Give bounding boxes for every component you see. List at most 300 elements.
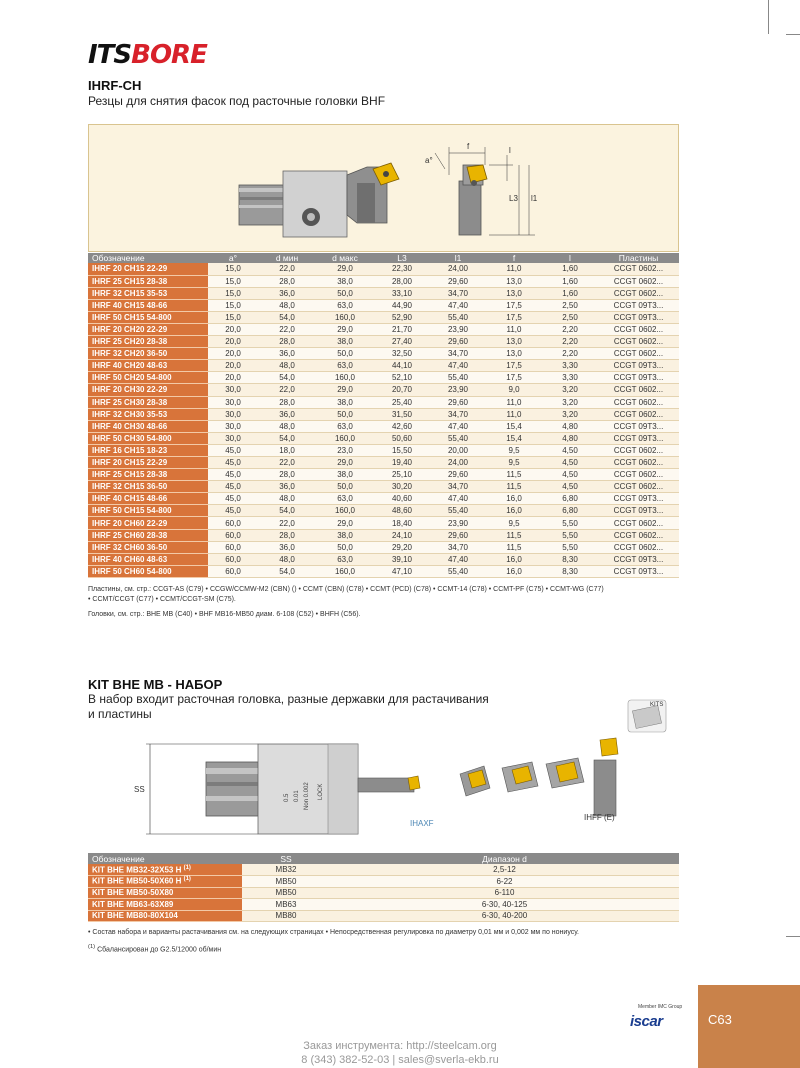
lock-label: LOCK: [318, 783, 324, 800]
table-cell: 1,60: [542, 287, 598, 299]
table-cell: 39,10: [374, 553, 430, 565]
table-row: [88, 899, 679, 911]
iscar-wordmark: iscar: [630, 1013, 663, 1030]
table-cell: 29,0: [316, 517, 374, 529]
dim-f-label: f: [467, 142, 470, 151]
kit-col-designation: Обозначение: [88, 853, 242, 864]
table-cell: 47,40: [430, 420, 486, 432]
table-cell: 29,0: [316, 263, 374, 275]
table-cell: 24,00: [430, 263, 486, 275]
table-cell: 160,0: [316, 505, 374, 517]
table-row: [88, 910, 679, 922]
kit-designation-text: KIT BHE MB50-50X60 H: [92, 877, 182, 887]
col-l: l: [542, 253, 598, 263]
section1-title: IHRF-CH: [88, 78, 142, 93]
table-cell: 54,0: [258, 311, 316, 323]
dim-l-label: l: [509, 146, 511, 155]
table-cell: 38,0: [316, 336, 374, 348]
table-cell: 15,0: [208, 287, 258, 299]
crop-mark-right: [786, 34, 800, 35]
table-cell: 5,50: [542, 541, 598, 553]
table-cell: CCGT 0602...: [598, 396, 679, 408]
table-cell: 13,0: [486, 336, 542, 348]
table-cell: 55,40: [430, 505, 486, 517]
table-cell: CCGT 0602...: [598, 336, 679, 348]
table-cell: 29,60: [430, 469, 486, 481]
table-row: [88, 323, 679, 335]
table-cell: 22,0: [258, 457, 316, 469]
table-row: [88, 348, 679, 360]
crop-mark-right-mid: [786, 936, 800, 937]
note-heads: Головки, см. стр.: BHE MB (C40) • BHF MB16-MB50 диам. 6-108 (C52) • BHFH (C56).: [88, 611, 361, 618]
col-inserts: Пластины: [598, 253, 679, 263]
table-cell: 4,50: [542, 481, 598, 493]
kit-range: 6-110: [330, 887, 679, 899]
table-cell: 11,5: [486, 529, 542, 541]
table-row: [88, 887, 679, 899]
table-cell: 24,10: [374, 529, 430, 541]
table-cell: 55,40: [430, 372, 486, 384]
brand-its: ITS: [88, 40, 132, 70]
table-row: [88, 299, 679, 311]
kit-designation: [88, 876, 242, 888]
table-cell: 30,0: [208, 396, 258, 408]
kit-designation-text: KIT BHE MB80-80X104: [92, 911, 178, 921]
kit-range: 6-30, 40-125: [330, 899, 679, 911]
table-row: [88, 493, 679, 505]
table-cell: 15,4: [486, 432, 542, 444]
table-cell: CCGT 09T3...: [598, 565, 679, 577]
table-cell: 28,0: [258, 469, 316, 481]
table-cell: 63,0: [316, 553, 374, 565]
table-row: [88, 287, 679, 299]
kit-range: 2,5-12: [330, 864, 679, 876]
table-cell: 17,5: [486, 311, 542, 323]
table-cell: 28,0: [258, 275, 316, 287]
kit-footnote-mark: (1): [183, 864, 191, 871]
table-cell: 38,0: [316, 469, 374, 481]
table-cell: 20,0: [208, 360, 258, 372]
table-cell: 36,0: [258, 348, 316, 360]
table-cell: 50,0: [316, 541, 374, 553]
table-cell: 38,0: [316, 275, 374, 287]
table-cell: CCGT 09T3...: [598, 360, 679, 372]
table-cell: 24,00: [430, 457, 486, 469]
table-cell: 25,10: [374, 469, 430, 481]
row-designation: IHRF 40 CH60 48-63: [88, 553, 208, 565]
table-cell: 29,60: [430, 275, 486, 287]
row-designation: IHRF 32 CH15 35-53: [88, 287, 208, 299]
table-cell: CCGT 0602...: [598, 457, 679, 469]
table-row: [88, 336, 679, 348]
table-cell: 8,30: [542, 565, 598, 577]
table-cell: 30,0: [208, 384, 258, 396]
table-cell: 54,0: [258, 505, 316, 517]
table-row: [88, 553, 679, 565]
note-inserts-1: Пластины, см. стр.: CCGT-AS (C79) • CCGW/CCMW-M2 (CBN) () • CCMT (CBN) (C78) • CCMT (PCD) (C78) • CCMT-14 (C78) • CCMT-PF (C75) • CCMT-WG (C77): [88, 586, 604, 593]
table-cell: 3,30: [542, 372, 598, 384]
table-cell: 4,80: [542, 420, 598, 432]
table-cell: 55,40: [430, 432, 486, 444]
table-cell: 16,0: [486, 565, 542, 577]
table-cell: 50,60: [374, 432, 430, 444]
table-cell: 4,50: [542, 457, 598, 469]
row-designation: IHRF 50 CH60 54-800: [88, 565, 208, 577]
kit-ss: MB63: [242, 899, 330, 911]
table-cell: 36,0: [258, 287, 316, 299]
table-cell: 34,70: [430, 481, 486, 493]
table-cell: 48,0: [258, 360, 316, 372]
table-cell: 18,0: [258, 444, 316, 456]
row-designation: IHRF 50 CH30 54-800: [88, 432, 208, 444]
table-cell: 48,0: [258, 420, 316, 432]
table-cell: 36,0: [258, 408, 316, 420]
table-cell: 63,0: [316, 360, 374, 372]
section1-subtitle: Резцы для снятия фасок под расточные головки BHF: [88, 94, 386, 108]
table-row: [88, 275, 679, 287]
footer: [0, 1039, 800, 1067]
table-cell: 20,0: [208, 336, 258, 348]
row-designation: IHRF 50 CH15 54-800: [88, 311, 208, 323]
col-L3: L3: [374, 253, 430, 263]
table-cell: 27,40: [374, 336, 430, 348]
table-cell: 47,40: [430, 360, 486, 372]
table-cell: 22,0: [258, 384, 316, 396]
table-cell: 23,90: [430, 384, 486, 396]
table-cell: 160,0: [316, 311, 374, 323]
table-cell: 45,0: [208, 505, 258, 517]
kit-designation-text: KIT BHE MB50-50X80: [92, 888, 174, 898]
table-cell: 160,0: [316, 565, 374, 577]
table-cell: CCGT 09T3...: [598, 493, 679, 505]
spec-table-body: [88, 263, 679, 577]
table-cell: 15,0: [208, 299, 258, 311]
scale-label-3: Non 0.002: [304, 782, 310, 810]
table-cell: CCGT 0602...: [598, 481, 679, 493]
table-cell: 2,50: [542, 299, 598, 311]
table-cell: 44,10: [374, 360, 430, 372]
table-cell: 6,80: [542, 505, 598, 517]
table-cell: 45,0: [208, 469, 258, 481]
table-cell: 17,5: [486, 360, 542, 372]
kit-range: 6-22: [330, 876, 679, 888]
table-cell: 54,0: [258, 372, 316, 384]
table-cell: 36,0: [258, 541, 316, 553]
table-row: [88, 432, 679, 444]
ss-dim-label: SS: [134, 785, 145, 794]
table-cell: 60,0: [208, 529, 258, 541]
table-row: [88, 263, 679, 275]
chamfer-tool-illustration: [89, 125, 680, 253]
kit-note-2-text: Сбалансирован до G2.5/12000 об/мин: [95, 946, 222, 954]
table-cell: CCGT 0602...: [598, 517, 679, 529]
table-cell: 30,20: [374, 481, 430, 493]
kit-designation: [88, 899, 242, 911]
table-cell: 11,0: [486, 396, 542, 408]
table-cell: 6,80: [542, 493, 598, 505]
table-cell: 15,0: [208, 263, 258, 275]
ihrf-spec-table: [88, 253, 679, 578]
row-designation: IHRF 40 CH15 48-66: [88, 493, 208, 505]
row-designation: IHRF 20 CH20 22-29: [88, 323, 208, 335]
table-cell: 29,0: [316, 323, 374, 335]
table-cell: 15,0: [208, 311, 258, 323]
kit-designation: [88, 864, 242, 876]
table-row: [88, 311, 679, 323]
table-cell: 22,0: [258, 323, 316, 335]
table-cell: 23,90: [430, 517, 486, 529]
table-cell: 34,70: [430, 541, 486, 553]
table-cell: 54,0: [258, 565, 316, 577]
table-cell: 20,70: [374, 384, 430, 396]
footer-order-line: Заказ инструмента: http://steelcam.org: [303, 1040, 497, 1052]
section2-title: KIT BHE MB - НАБОР: [88, 677, 223, 692]
table-cell: 1,60: [542, 275, 598, 287]
kit-col-ss: SS: [242, 853, 330, 864]
table-cell: 3,20: [542, 408, 598, 420]
table-cell: 8,30: [542, 553, 598, 565]
table-cell: 20,00: [430, 444, 486, 456]
spec-table-header: [88, 253, 679, 263]
row-designation: IHRF 20 CH30 22-29: [88, 384, 208, 396]
table-row: [88, 408, 679, 420]
table-cell: 48,0: [258, 299, 316, 311]
table-cell: CCGT 0602...: [598, 444, 679, 456]
table-cell: 13,0: [486, 348, 542, 360]
col-angle: a°: [208, 253, 258, 263]
table-cell: 55,40: [430, 565, 486, 577]
table-cell: 28,0: [258, 336, 316, 348]
table-cell: 48,0: [258, 493, 316, 505]
table-cell: 15,0: [208, 275, 258, 287]
table-cell: 28,0: [258, 529, 316, 541]
table-cell: 40,60: [374, 493, 430, 505]
row-designation: IHRF 50 CH20 54-800: [88, 372, 208, 384]
table-cell: 29,60: [430, 396, 486, 408]
table-cell: CCGT 09T3...: [598, 432, 679, 444]
table-cell: 45,0: [208, 481, 258, 493]
table-cell: 50,0: [316, 408, 374, 420]
kit-note-2: [88, 942, 688, 955]
table-row: [88, 481, 679, 493]
table-cell: CCGT 0602...: [598, 541, 679, 553]
table-cell: 38,0: [316, 529, 374, 541]
kit-table-body: [88, 864, 679, 922]
table-cell: 28,0: [258, 396, 316, 408]
col-designation: Обозначение: [88, 253, 208, 263]
table-cell: 16,0: [486, 553, 542, 565]
kit-ss: MB80: [242, 910, 330, 922]
table-cell: 47,40: [430, 493, 486, 505]
table-cell: 11,5: [486, 481, 542, 493]
table-cell: CCGT 0602...: [598, 408, 679, 420]
table-cell: CCGT 0602...: [598, 275, 679, 287]
table-cell: 2,50: [542, 311, 598, 323]
kit-table-header: [88, 853, 679, 864]
row-designation: IHRF 40 CH30 48-66: [88, 420, 208, 432]
col-dmin: d мин: [258, 253, 316, 263]
table-cell: 11,0: [486, 263, 542, 275]
table-cell: 20,0: [208, 348, 258, 360]
crop-mark-top: [768, 0, 769, 34]
kit-designation: [88, 887, 242, 899]
table-cell: 60,0: [208, 541, 258, 553]
table-row: [88, 457, 679, 469]
table-cell: 47,40: [430, 553, 486, 565]
row-designation: IHRF 40 CH20 48-63: [88, 360, 208, 372]
table-cell: 44,90: [374, 299, 430, 311]
table-cell: 17,5: [486, 372, 542, 384]
table-cell: CCGT 09T3...: [598, 311, 679, 323]
iscar-group-text: Member IMC Group: [638, 1004, 683, 1010]
kit-footnote-mark: (1): [183, 876, 191, 883]
table-cell: 29,60: [430, 336, 486, 348]
table-row: [88, 541, 679, 553]
table-cell: 4,80: [542, 432, 598, 444]
table-row: [88, 517, 679, 529]
table-cell: 2,20: [542, 348, 598, 360]
table-cell: 15,4: [486, 420, 542, 432]
table-row: [88, 420, 679, 432]
table-cell: 60,0: [208, 517, 258, 529]
footer-contact-line: 8 (343) 382-52-03 | sales@sverla-ekb.ru: [301, 1054, 499, 1066]
col-f: f: [486, 253, 542, 263]
kit-table: [88, 853, 679, 922]
table-cell: 47,10: [374, 565, 430, 577]
table-cell: 2,20: [542, 323, 598, 335]
table-cell: 32,50: [374, 348, 430, 360]
row-designation: IHRF 25 CH60 28-38: [88, 529, 208, 541]
table-cell: 4,50: [542, 444, 598, 456]
table-row: [88, 396, 679, 408]
table-cell: 13,0: [486, 287, 542, 299]
table-cell: 63,0: [316, 493, 374, 505]
row-designation: IHRF 32 CH15 36-50: [88, 481, 208, 493]
table-cell: CCGT 0602...: [598, 348, 679, 360]
table-cell: 13,0: [486, 275, 542, 287]
table-cell: 22,0: [258, 517, 316, 529]
table-row: [88, 384, 679, 396]
kit-designation: [88, 910, 242, 922]
scale-label-2: 0.01: [294, 790, 300, 802]
table-cell: CCGT 09T3...: [598, 299, 679, 311]
table-row: [88, 529, 679, 541]
note-inserts-2: • CCMT/CCGT (C77) • CCMT/CCGT-SM (C75).: [88, 596, 236, 603]
table-cell: 50,0: [316, 287, 374, 299]
table-cell: 38,0: [316, 396, 374, 408]
table-cell: 45,0: [208, 457, 258, 469]
row-designation: IHRF 50 CH15 54-800: [88, 505, 208, 517]
table-cell: 45,0: [208, 493, 258, 505]
table-cell: CCGT 09T3...: [598, 372, 679, 384]
kit-ss: MB32: [242, 864, 330, 876]
table-cell: 22,0: [258, 263, 316, 275]
table-row: [88, 444, 679, 456]
kit-range: 6-30, 40-200: [330, 910, 679, 922]
col-dmax: d макс: [316, 253, 374, 263]
table-cell: 17,5: [486, 299, 542, 311]
table-cell: 60,0: [208, 565, 258, 577]
table-cell: 33,10: [374, 287, 430, 299]
table-cell: 34,70: [430, 348, 486, 360]
row-designation: IHRF 20 CH60 22-29: [88, 517, 208, 529]
table-cell: 52,90: [374, 311, 430, 323]
kits-label: KITS: [650, 702, 664, 708]
table-cell: CCGT 0602...: [598, 287, 679, 299]
tool-drawing: [88, 124, 679, 252]
table-cell: 9,5: [486, 457, 542, 469]
section2-subtitle-2: и пластины: [88, 707, 152, 721]
table-cell: 3,20: [542, 384, 598, 396]
row-designation: IHRF 40 CH15 48-66: [88, 299, 208, 311]
table-row: [88, 876, 679, 888]
table-cell: 3,30: [542, 360, 598, 372]
row-designation: IHRF 25 CH15 28-38: [88, 469, 208, 481]
kit-note-2-mark: (1): [88, 944, 96, 950]
table-cell: 48,0: [258, 553, 316, 565]
table-cell: 20,0: [208, 323, 258, 335]
table-cell: 50,0: [316, 348, 374, 360]
col-l1: l1: [430, 253, 486, 263]
table-cell: 20,0: [208, 372, 258, 384]
table-row: [88, 372, 679, 384]
table-cell: 34,70: [430, 287, 486, 299]
table-cell: 31,50: [374, 408, 430, 420]
table-cell: 50,0: [316, 481, 374, 493]
ihaxf-label: IHAXF: [410, 819, 434, 828]
table-cell: 3,20: [542, 396, 598, 408]
table-cell: 11,0: [486, 408, 542, 420]
table-cell: 60,0: [208, 553, 258, 565]
kit-ss: MB50: [242, 887, 330, 899]
table-cell: CCGT 0602...: [598, 529, 679, 541]
row-designation: IHRF 32 CH60 36-50: [88, 541, 208, 553]
table-cell: 21,70: [374, 323, 430, 335]
row-designation: IHRF 25 CH20 28-38: [88, 336, 208, 348]
kit-col-range: Диапазон d: [330, 853, 679, 864]
table-cell: 47,40: [430, 299, 486, 311]
table-cell: 63,0: [316, 420, 374, 432]
scale-label-1: 0.5: [284, 793, 290, 802]
table-cell: 11,5: [486, 469, 542, 481]
table-cell: 55,40: [430, 311, 486, 323]
brand-bore: BORE: [131, 40, 207, 70]
table-cell: 5,50: [542, 529, 598, 541]
row-designation: IHRF 25 CH30 28-38: [88, 396, 208, 408]
ihff-label: IHFF (E): [584, 813, 615, 822]
table-cell: 48,60: [374, 505, 430, 517]
kit-designation-text: KIT BHE MB63-63X89: [92, 899, 174, 909]
table-row: [88, 565, 679, 577]
iscar-logo: [618, 1004, 683, 1030]
table-cell: 2,20: [542, 336, 598, 348]
table-cell: CCGT 0602...: [598, 469, 679, 481]
table-cell: 34,70: [430, 408, 486, 420]
table-cell: CCGT 0602...: [598, 384, 679, 396]
table-cell: CCGT 09T3...: [598, 553, 679, 565]
table-row: [88, 505, 679, 517]
table-cell: 9,0: [486, 384, 542, 396]
table-cell: 15,50: [374, 444, 430, 456]
dim-L3-label: L3: [509, 194, 518, 203]
dim-a-label: a°: [425, 156, 433, 165]
row-designation: IHRF 25 CH15 28-38: [88, 275, 208, 287]
table-cell: 29,0: [316, 384, 374, 396]
kit-note-1: • Состав набора и варианты растачивания см. на следующих страницах • Непосредственная регулировка по диаметру 0,01 мм и 0,002 мм по нониусу.: [88, 929, 579, 936]
table-cell: 63,0: [316, 299, 374, 311]
row-designation: IHRF 20 CH15 22-29: [88, 457, 208, 469]
row-designation: IHRF 32 CH30 35-53: [88, 408, 208, 420]
